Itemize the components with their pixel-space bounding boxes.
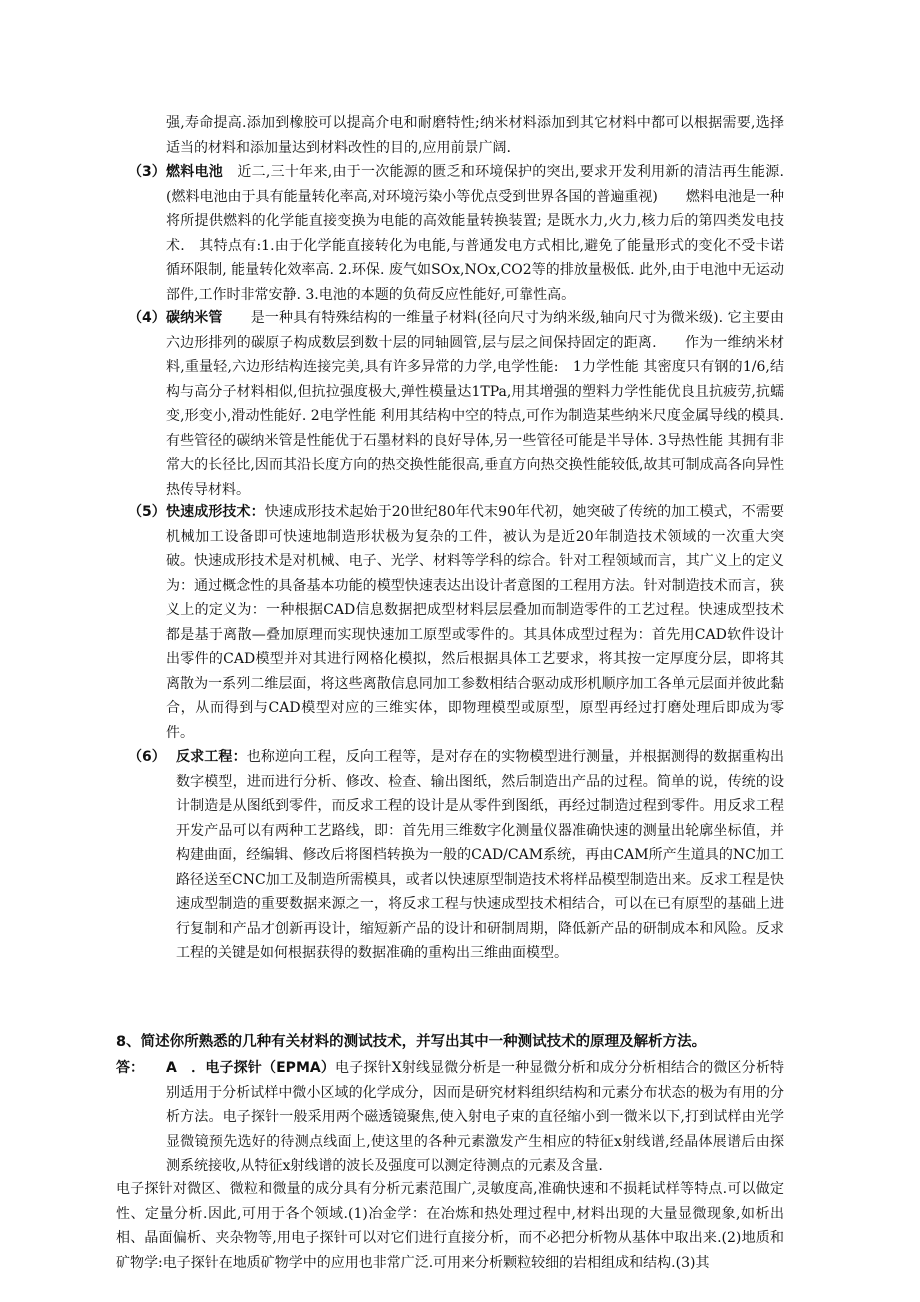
- item-body: 也称逆向工程，反向工程等，是对存在的实物模型进行测量，并根据测得的数据重构出数字模型，进而进行分析、修改、检查、输出图纸，然后制造出产品的过程。简单的说，传统的设计制造是从图纸到零件，而反求工程的设计是从零件到图纸，再经过制造过程到零件。用反求工程开发产品可以有两种工艺路线，即：首先用三维数字化测量仪器准确快速的测量出轮廓坐标值，并构建曲面，经编辑、修改后将图档转换为一般的CAD/CAM系统，再由CAM所产生道具的NC加工路径送至CNC加工及制造所需模具，或者以快速原型制造技术将样品模型制造出来。反求工程是快速成型制造的重要数据来源之一，将反求工程与快速成型技术相结合，可以在已有原型的基础上进行复制和产品才创新再设计，缩短新产品的设计和研制周期，降低新产品的研制成本和风险。反求工程的关键是如何根据获得的数据准确的重构出三维曲面模型。: [176, 749, 785, 961]
- item-number: （6）: [128, 749, 166, 765]
- item-paragraph: [166, 500, 784, 745]
- item-number: （4）: [128, 310, 166, 326]
- item-number: （5）: [128, 504, 166, 520]
- answer-paragraph: [166, 1056, 784, 1179]
- item-term: 快速成形技术：: [166, 504, 265, 520]
- answer-lead: A ．电子探针（EPMA）: [166, 1060, 336, 1076]
- item-term: 碳纳米管: [166, 310, 223, 326]
- answer-label: 答：: [116, 1060, 144, 1076]
- item-paragraph: [176, 745, 784, 966]
- closing-paragraph: 电子探针对微区、微粒和微量的成分具有分析元素范围广,灵敏度高,准确快速和不损耗试样等特点.可以做定性、定量分析.因此,可用于各个领域.(1)冶金学：在冶炼和热处理过程中,材料出现的大量显微现象,如析出相、晶面偏析、夹杂物等,用电子探针可以对它们进行直接分析，而不必把分析物从基体中取出来.(2)地质和矿物学:电子探针在地质矿物学中的应用也非常广泛.可用来分析颗粒较细的岩相组成和结构.(3)其: [116, 1181, 784, 1271]
- answer-body: 电子探针X射线显微分析是一种显微分析和成分分析相结合的微区分析特别适用于分析试样中微小区域的化学成分，因而是研究材料组织结构和元素分布状态的极为有用的分析方法。电子探针一般采用两个磁透镜聚焦,使入射电子束的直径缩小到一微米以下,打到试样由光学显微镜预先选好的待测点线面上,使这里的各种元素激发产生相应的特征x射线谱,经晶体展谱后由探测系统接收,从特征x射线谱的波长及强度可以测定待测点的元素及含量.: [166, 1060, 784, 1174]
- item-term: 反求工程：: [176, 749, 247, 765]
- item-paragraph: [166, 306, 784, 502]
- question-title: 8、简述你所熟悉的几种有关材料的测试技术，并写出其中一种测试技术的原理及解析方法。: [116, 1034, 707, 1050]
- item-body: 近二,三十年来,由于一次能源的匮乏和环境保护的突出,要求开发利用新的清洁再生能源.(燃料电池由于具有能量转化率高,对环境污染小等优点受到世界各国的普遍重视) 燃料电池是一种将所提供燃料的化学能直接变换为电能的高效能量转换装置; 是既水力,火力,核力后的第四类发电技术. 其特点有:1.由于化学能直接转化为电能,与普通发电方式相比,避免了能量形式的变化不受卡诺循环限制, 能量转化效率高. 2.环保. 废气如SOx,NOx,CO2等的排放量极低. 此外,由于电池中无运动部件,工作时非常安静. 3.电池的本题的负荷反应性能好,可靠性高。: [166, 164, 785, 303]
- item-term: 燃料电池: [166, 164, 224, 180]
- item-body: 是一种具有特殊结构的一维量子材料(径向尺寸为纳米级,轴向尺寸为微米级). 它主要由六边形排列的碳原子构成数层到数十层的同轴圆管,层与层之间保持固定的距离. 作为一维纳米材料,重量轻,六边形结构连接完美,具有许多异常的力学,电学性能: 1力学性能 其密度只有钢的1/6,结构与高分子材料相似,但抗拉强度极大,弹性模量达1TPa,用其增强的塑料力学性能优良且抗疲劳,抗蠕变,形变小,滑动性能好. 2电学性能 利用其结构中空的特点,可作为制造某些纳米尺度金属导线的模具.有些管径的碳纳米管是性能优于石墨材料的良好导体,另一些管径可能是半导体. 3导热性能 其拥有非常大的长径比,因而其沿长度方向的热交换性能很高,垂直方向热交换性能较低,故其可制成高各向异性热传导材料。: [166, 310, 785, 498]
- item-body: 快速成形技术起始于20世纪80年代末90年代初，她突破了传统的加工模式，不需要机械加工设备即可快速地制造形状极为复杂的工件，被认为是近20年制造技术领域的一次重大突破。快速成形技术是对机械、电子、光学、材料等学科的综合。针对工程领域而言，其广义上的定义为：通过概念性的具备基本功能的模型快速表达出设计者意图的工程用方法。针对制造技术而言，狭义上的定义为：一种根据CAD信息数据把成型材料层层叠加而制造零件的工艺过程。快速成型技术都是基于离散—叠加原理而实现快速加工原型或零件的。其具体成型过程为：首先用CAD软件设计出零件的CAD模型并对其进行网格化模拟，然后根据具体工艺要求，将其按一定厚度分层，即将其离散为一系列二维层面，将这些离散信息同加工参数相结合驱动成形机顺序加工各单元层面并彼此黏合，从而得到与CAD模型对应的三维实体，即物理模型或原型，原型再经过打磨处理后即成为零件。: [166, 504, 784, 741]
- intro-paragraph: 强,寿命提高.添加到橡胶可以提高介电和耐磨特性;纳米材料添加到其它材料中都可以根据需要,选择适当的材料和添加量达到材料改性的目的,应用前景广阔.: [166, 115, 784, 156]
- item-paragraph: [166, 160, 784, 307]
- item-number: （3）: [128, 164, 166, 180]
